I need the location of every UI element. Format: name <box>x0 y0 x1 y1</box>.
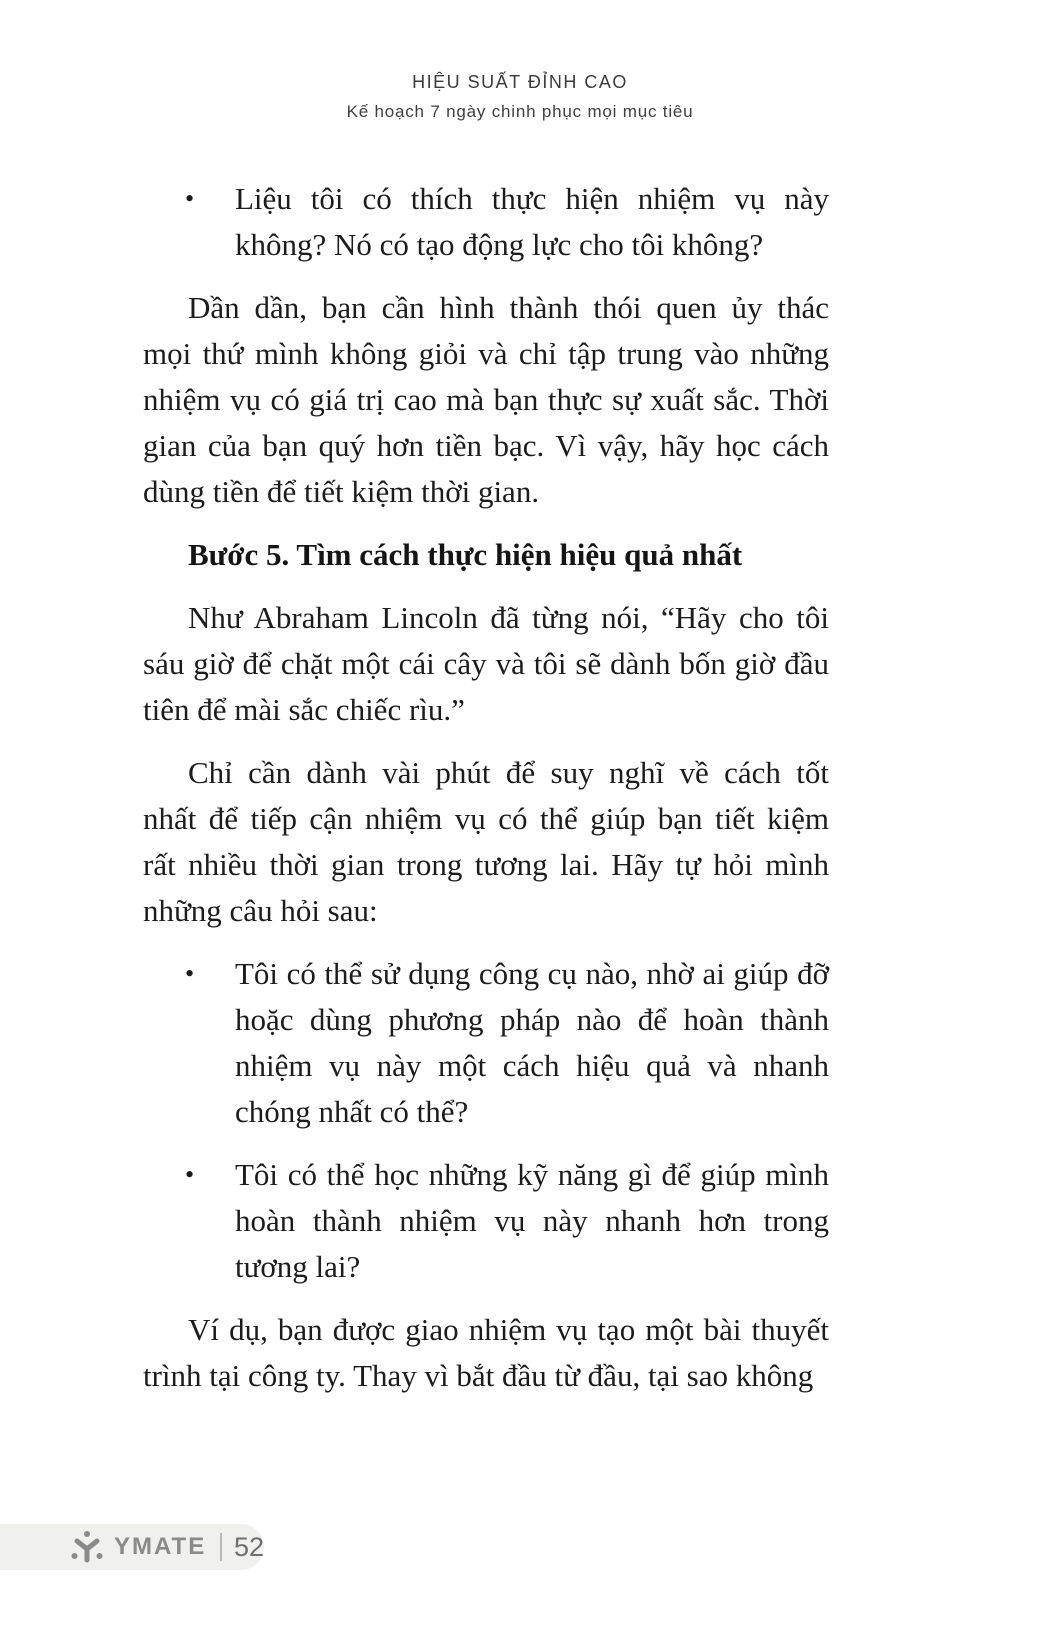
bullet-item <box>143 176 829 268</box>
book-title: HIỆU SUẤT ĐỈNH CAO <box>412 72 628 92</box>
text-line: hoàn thành nhiệm vụ này nhanh hơn trong <box>235 1203 829 1238</box>
page-body <box>143 176 829 1416</box>
page-footer <box>0 1524 264 1570</box>
bullet-marker-icon: • <box>185 184 195 213</box>
text-line: nhất để tiếp cận nhiệm vụ có thể giúp bạn tiết kiệm <box>143 801 829 836</box>
text-line: nhiệm vụ có giá trị cao mà bạn thực sự xuất sắc. Thời <box>143 382 829 417</box>
text-line: rất nhiều thời gian trong tương lai. Hãy tự hỏi mình <box>143 847 829 882</box>
text-line: những câu hỏi sau: <box>143 893 378 928</box>
text-line: Tôi có thể học những kỹ năng gì để giúp mình <box>235 1157 829 1192</box>
footer-divider <box>220 1533 222 1561</box>
text-line: mọi thứ mình không giỏi và chỉ tập trung vào những <box>143 336 829 371</box>
text-line: tương lai? <box>235 1249 361 1284</box>
text-line: gian của bạn quý hơn tiền bạc. Vì vậy, hãy học cách <box>143 428 829 463</box>
text-line: Như Abraham Lincoln đã từng nói, “Hãy cho tôi <box>188 600 829 635</box>
bullet-marker-icon: • <box>185 1160 195 1189</box>
text-line: chóng nhất có thể? <box>235 1094 469 1129</box>
publisher-name: YMATE <box>114 1533 207 1560</box>
text-line: sáu giờ để chặt một cái cây và tôi sẽ dành bốn giờ đầu <box>143 646 829 681</box>
text-line: dùng tiền để tiết kiệm thời gian. <box>143 474 540 509</box>
footer-badge <box>0 1524 264 1570</box>
text-line: Tôi có thể sử dụng công cụ nào, nhờ ai giúp đỡ <box>235 956 829 991</box>
paragraph <box>143 595 829 733</box>
text-line: Dần dần, bạn cần hình thành thói quen ủy thác <box>188 290 829 325</box>
text-line: trình tại công ty. Thay vì bắt đầu từ đầu, tại sao không <box>143 1358 814 1393</box>
text-line: không? Nó có tạo động lực cho tôi không? <box>235 227 764 262</box>
paragraph <box>143 1307 829 1399</box>
paragraph <box>143 750 829 934</box>
text-line: Liệu tôi có thích thực hiện nhiệm vụ này <box>235 181 829 216</box>
bullet-item <box>143 1152 829 1290</box>
text-line: Chỉ cần dành vài phút để suy nghĩ về cách tốt <box>188 755 829 790</box>
text-line: Ví dụ, bạn được giao nhiệm vụ tạo một bài thuyết <box>188 1312 829 1347</box>
text-line: hoặc dùng phương pháp nào để hoàn thành <box>235 1002 829 1037</box>
text-line: tiên để mài sắc chiếc rìu.” <box>143 692 465 727</box>
section-heading: Bước 5. Tìm cách thực hiện hiệu quả nhất <box>188 537 743 572</box>
book-subtitle: Kế hoạch 7 ngày chinh phục mọi mục tiêu <box>346 102 694 121</box>
ymate-logo-icon <box>70 1530 104 1564</box>
paragraph <box>143 285 829 515</box>
bullet-item <box>143 951 829 1135</box>
bullet-marker-icon: • <box>185 959 195 988</box>
text-line: nhiệm vụ này một cách hiệu quả và nhanh <box>235 1048 829 1083</box>
page-number: 52 <box>233 1531 264 1562</box>
page-header <box>0 0 1040 122</box>
